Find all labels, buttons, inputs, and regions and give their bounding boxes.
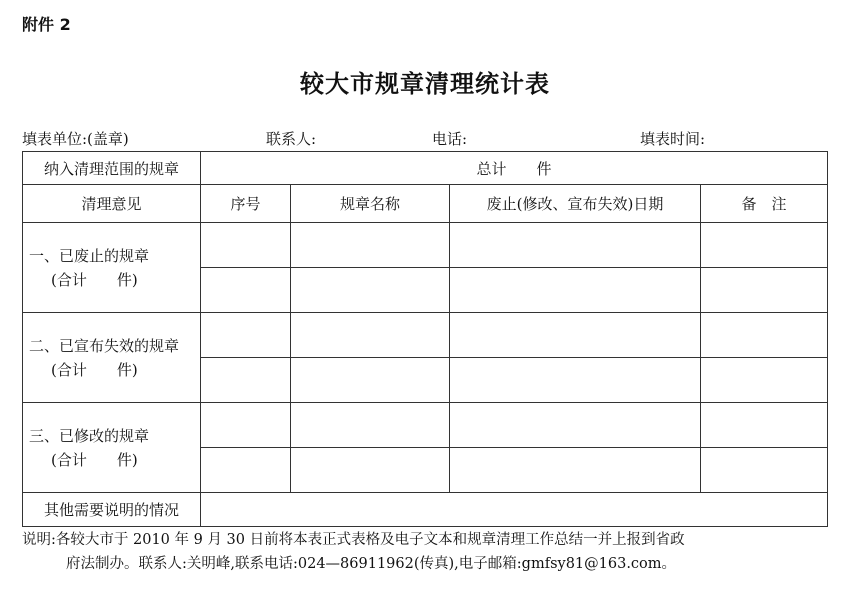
other-notes-cell[interactable]	[201, 493, 828, 527]
other-notes-label: 其他需要说明的情况	[23, 493, 201, 527]
column-header-date: 废止(修改、宣布失效)日期	[450, 185, 701, 223]
header-row	[23, 185, 828, 223]
page-title: 较大市规章清理统计表	[300, 70, 550, 98]
table-cell[interactable]	[291, 223, 450, 268]
group-amended	[23, 403, 201, 493]
column-header-name: 规章名称	[291, 185, 450, 223]
table-cell[interactable]	[201, 403, 291, 448]
table-cell[interactable]	[291, 313, 450, 358]
group-subtotal: (合计 件)	[51, 450, 138, 469]
table-cell[interactable]	[701, 358, 828, 403]
footnote	[22, 528, 832, 576]
table-cell[interactable]	[291, 268, 450, 313]
table-cell[interactable]	[701, 403, 828, 448]
table-cell[interactable]	[450, 448, 701, 493]
group-invalidated	[23, 313, 201, 403]
table-row	[23, 313, 828, 358]
other-notes-row	[23, 493, 828, 527]
table-cell[interactable]	[450, 268, 701, 313]
fill-date-label: 填表时间:	[640, 130, 706, 148]
column-header-serial: 序号	[201, 185, 291, 223]
table-cell[interactable]	[201, 223, 291, 268]
table-cell[interactable]	[291, 358, 450, 403]
attachment-label: 附件 2	[22, 15, 71, 34]
statistics-table	[22, 151, 828, 527]
table-cell[interactable]	[291, 448, 450, 493]
table-cell[interactable]	[450, 403, 701, 448]
table-row	[23, 403, 828, 448]
group-title: 三、已修改的规章	[29, 426, 150, 445]
table-cell[interactable]	[201, 448, 291, 493]
group-title: 一、已废止的规章	[29, 246, 150, 265]
table-cell[interactable]	[201, 268, 291, 313]
group-repealed	[23, 223, 201, 313]
group-subtotal: (合计 件)	[51, 270, 138, 289]
scope-label: 纳入清理范围的规章	[23, 152, 201, 185]
scope-row	[23, 152, 828, 185]
table-cell[interactable]	[701, 313, 828, 358]
table-cell[interactable]	[701, 268, 828, 313]
footnote-line-1: 说明:各较大市于 2010 年 9 月 30 日前将本表正式表格及电子文本和规章清理工作总结一并上报到省政	[22, 532, 685, 548]
group-subtotal: (合计 件)	[51, 360, 138, 379]
table-cell[interactable]	[450, 223, 701, 268]
table-row	[23, 223, 828, 268]
column-header-remarks: 备 注	[701, 185, 828, 223]
phone-label: 电话:	[432, 130, 468, 148]
total-count-cell[interactable]: 总计 件	[201, 152, 828, 185]
table-cell[interactable]	[201, 313, 291, 358]
table-cell[interactable]	[701, 223, 828, 268]
opinion-header: 清理意见	[23, 185, 201, 223]
table-cell[interactable]	[450, 358, 701, 403]
table-cell[interactable]	[291, 403, 450, 448]
group-title: 二、已宣布失效的规章	[29, 336, 180, 355]
fill-unit-label: 填表单位:(盖章)	[22, 130, 129, 148]
contact-person-label: 联系人:	[266, 130, 317, 148]
table-cell[interactable]	[701, 448, 828, 493]
footnote-line-2: 府法制办。联系人:关明峰,联系电话:024—86911962(传真),电子邮箱:gmfsy81@163.com。	[66, 556, 677, 572]
table-cell[interactable]	[201, 358, 291, 403]
table-cell[interactable]	[450, 313, 701, 358]
